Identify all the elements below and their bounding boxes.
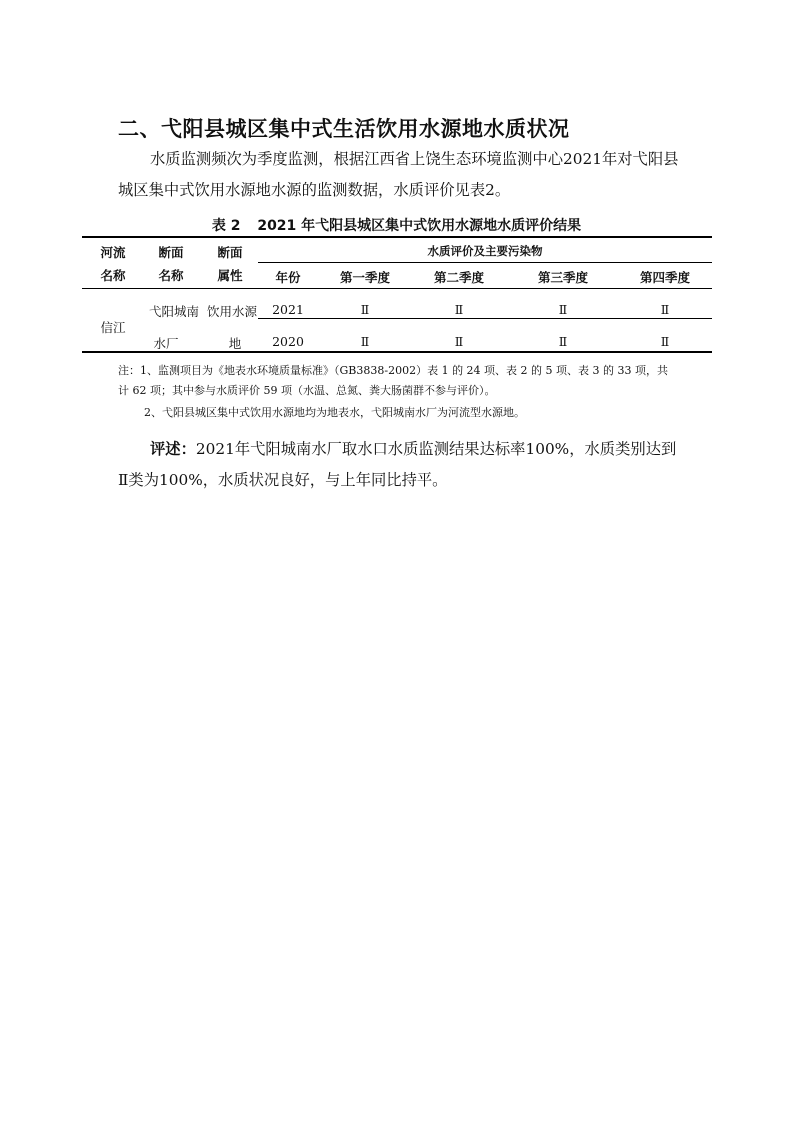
header-bottom-rule — [82, 288, 712, 289]
cell-q1: Ⅱ — [360, 334, 370, 349]
table-note-1: 注：1、监测项目为《地表水环境质量标准》（GB3838-2002）表 1 的 24 项、表 2 的 5 项、表 3 的 33 项，共计 62 项；其中参与水质评价 59 项（水温、总氮、粪大肠菌群不参与评价）。 — [118, 364, 669, 397]
cell-attr-line1: 饮用水源 — [206, 304, 257, 319]
header-attr-2: 属性 — [217, 268, 243, 283]
header-river-1: 河流 — [100, 245, 126, 260]
intro-paragraph: 水质监测频次为季度监测，根据江西省上饶生态环境监测中心2021年对弋阳县城区集中式饮用水源地水源的监测数据，水质评价见表2。 — [118, 150, 679, 199]
header-group: 水质评价及主要污染物 — [427, 244, 543, 258]
review-text: 2021年弋阳城南水厂取水口水质监测结果达标率100%，水质类别达到Ⅱ类为100%，水质状况良好，与上年同比持平。 — [118, 440, 677, 489]
cell-q1: Ⅱ — [360, 302, 370, 317]
header-attr-1: 断面 — [217, 245, 243, 260]
cell-year: 2021 — [272, 302, 304, 317]
cell-q4: Ⅱ — [660, 334, 670, 349]
header-q2: 第二季度 — [433, 270, 484, 285]
cell-q3: Ⅱ — [558, 302, 568, 317]
group-header-rule — [258, 262, 712, 263]
table-note-2: 2、弋阳县城区集中式饮用水源地均为地表水，弋阳城南水厂为河流型水源地。 — [144, 406, 525, 419]
section-heading: 二、弋阳县城区集中式生活饮用水源地水质状况 — [118, 117, 570, 141]
cell-section-line2: 水厂 — [153, 336, 179, 351]
table-caption-number: 表 2 — [211, 218, 241, 234]
cell-river: 信江 — [100, 320, 126, 335]
cell-attr-line2: 地 — [228, 336, 242, 351]
table-top-rule — [82, 236, 712, 238]
table-caption — [0, 215, 793, 235]
review-paragraph — [118, 434, 684, 496]
cell-q3: Ⅱ — [558, 334, 568, 349]
header-q1: 第一季度 — [339, 270, 390, 285]
header-section-2: 名称 — [158, 268, 184, 283]
cell-q2: Ⅱ — [454, 302, 464, 317]
review-lead: 评述： — [150, 440, 196, 458]
header-q3: 第三季度 — [537, 270, 588, 285]
cell-year: 2020 — [272, 334, 304, 349]
cell-q4: Ⅱ — [660, 302, 670, 317]
header-river-2: 名称 — [100, 268, 126, 283]
table-caption-title: 2021 年弋阳县城区集中式饮用水源地水质评价结果 — [257, 218, 582, 234]
row-separator-rule — [258, 318, 712, 319]
cell-section-line1: 弋阳城南 — [148, 304, 199, 319]
header-section-1: 断面 — [158, 245, 184, 260]
header-q4: 第四季度 — [639, 270, 690, 285]
cell-q2: Ⅱ — [454, 334, 464, 349]
header-year: 年份 — [275, 270, 301, 285]
